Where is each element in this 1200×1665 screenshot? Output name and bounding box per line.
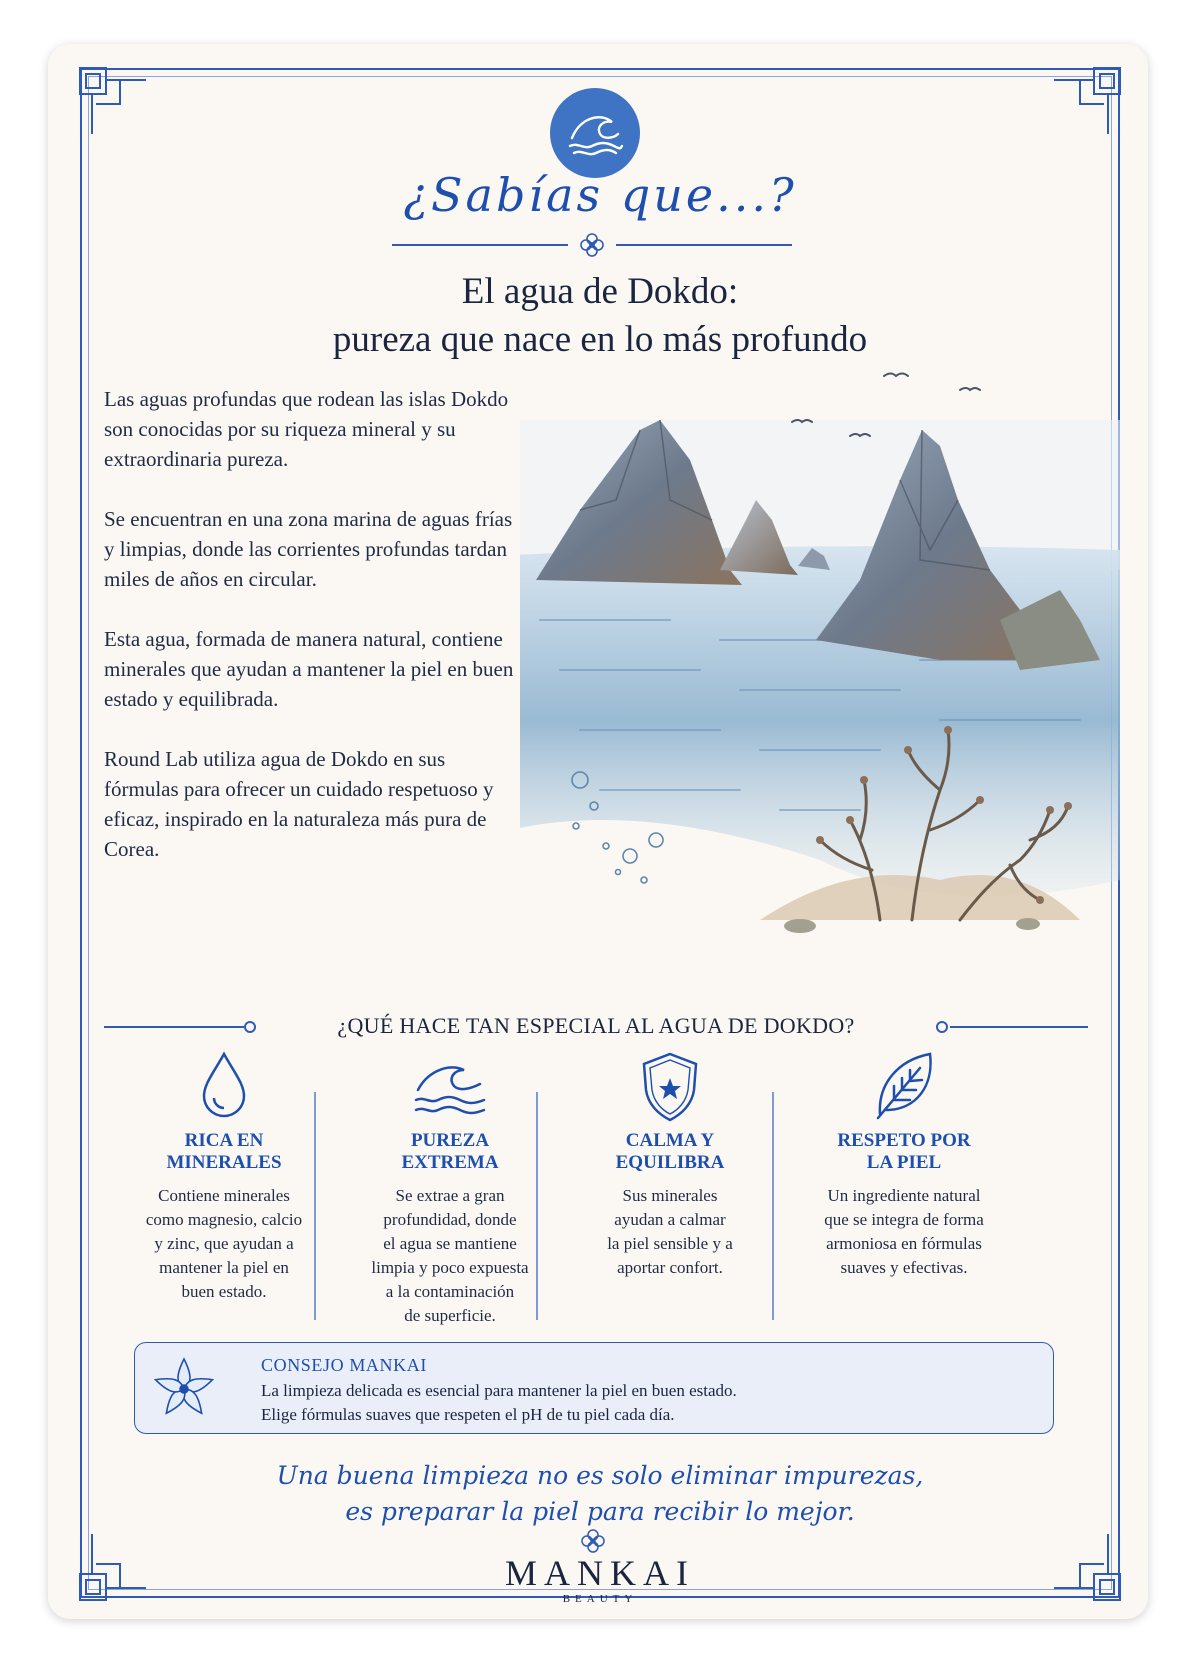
corner-ornament-top-left xyxy=(76,64,160,148)
intro-text xyxy=(104,384,524,894)
flower-icon xyxy=(149,1353,219,1423)
feature-calm xyxy=(550,1050,790,1332)
dokdo-islands-illustration xyxy=(520,360,1120,1000)
feature-title: CALMA Y EQUILIBRA xyxy=(615,1130,725,1173)
heading-rule-right xyxy=(950,1026,1088,1028)
feature-minerals xyxy=(104,1050,344,1332)
section-heading xyxy=(104,1012,1088,1042)
intro-paragraph: Se encuentran en una zona marina de aguas frías y limpias, donde las corrientes profundas tardan miles de años en circular. xyxy=(104,507,513,591)
title-line-1: El agua de Dokdo: xyxy=(461,271,739,312)
title-line-2: pureza que nace en lo más profundo xyxy=(332,319,868,360)
intro-paragraph: Round Lab utiliza agua de Dokdo en sus fórmulas para ofrecer un cuidado respetuoso y eficaz, inspirado en la naturaleza más pura de Corea. xyxy=(104,747,494,861)
tip-box xyxy=(134,1342,1054,1434)
brand-logo: MANKAI xyxy=(505,1553,695,1593)
wave-badge-icon xyxy=(550,88,640,178)
brand-flower-icon xyxy=(580,1528,606,1554)
corner-ornament-top-right xyxy=(1040,64,1124,148)
feature-respect xyxy=(784,1050,1024,1332)
feature-description: Contiene minerales como magnesio, calcio y zinc, que ayudan a mantener la piel en buen estado. xyxy=(145,1186,303,1301)
tip-line-1: La limpieza delicada es esencial para mantener la piel en buen estado. xyxy=(261,1381,737,1400)
quote-line-2: es preparar la piel para recibir lo mejor. xyxy=(345,1497,855,1526)
closing-quote xyxy=(0,1458,1200,1530)
feature-purity xyxy=(330,1050,570,1332)
tip-line-2: Elige fórmulas suaves que respeten el pH de tu piel cada día. xyxy=(261,1405,675,1424)
quote-line-1: Una buena limpieza no es solo eliminar impurezas, xyxy=(276,1461,924,1490)
feature-separator xyxy=(772,1092,774,1320)
leaf-icon xyxy=(864,1050,944,1122)
intro-paragraph: Las aguas profundas que rodean las islas Dokdo son conocidas por su riqueza mineral y su extraordinaria pureza. xyxy=(104,387,509,471)
water-drop-icon xyxy=(184,1050,264,1122)
feature-title: RESPETO POR LA PIEL xyxy=(837,1130,971,1173)
tip-label: CONSEJO MANKAI xyxy=(261,1355,427,1375)
page-title xyxy=(0,268,1200,364)
features-row xyxy=(104,1050,1088,1332)
intro-paragraph: Esta agua, formada de manera natural, contiene minerales que ayudan a mantener la piel en buen estado y equilibrada. xyxy=(104,627,514,711)
wave-icon xyxy=(410,1050,490,1122)
feature-description: Un ingrediente natural que se integra de forma armoniosa en fórmulas suaves y efectivas. xyxy=(824,1186,984,1277)
feature-title: RICA EN MINERALES xyxy=(166,1130,282,1173)
feature-separator xyxy=(314,1092,316,1320)
brand-tagline: BEAUTY xyxy=(562,1593,638,1605)
shield-star-icon xyxy=(630,1050,710,1122)
feature-title: PUREZA EXTREMA xyxy=(401,1130,499,1173)
flower-divider xyxy=(392,232,792,258)
heading-dot-right xyxy=(936,1021,948,1033)
feature-description: Se extrae a gran profundidad, donde el agua se mantiene limpia y poco expuesta a la contaminación de superficie. xyxy=(371,1186,529,1325)
section-heading-text: ¿QUÉ HACE TAN ESPECIAL AL AGUA DE DOKDO? xyxy=(337,1013,855,1038)
kicker-title: ¿Sabías que...? xyxy=(403,168,797,222)
feature-separator xyxy=(536,1092,538,1320)
feature-description: Sus minerales ayudan a calmar la piel sensible y a aportar confort. xyxy=(607,1186,733,1277)
